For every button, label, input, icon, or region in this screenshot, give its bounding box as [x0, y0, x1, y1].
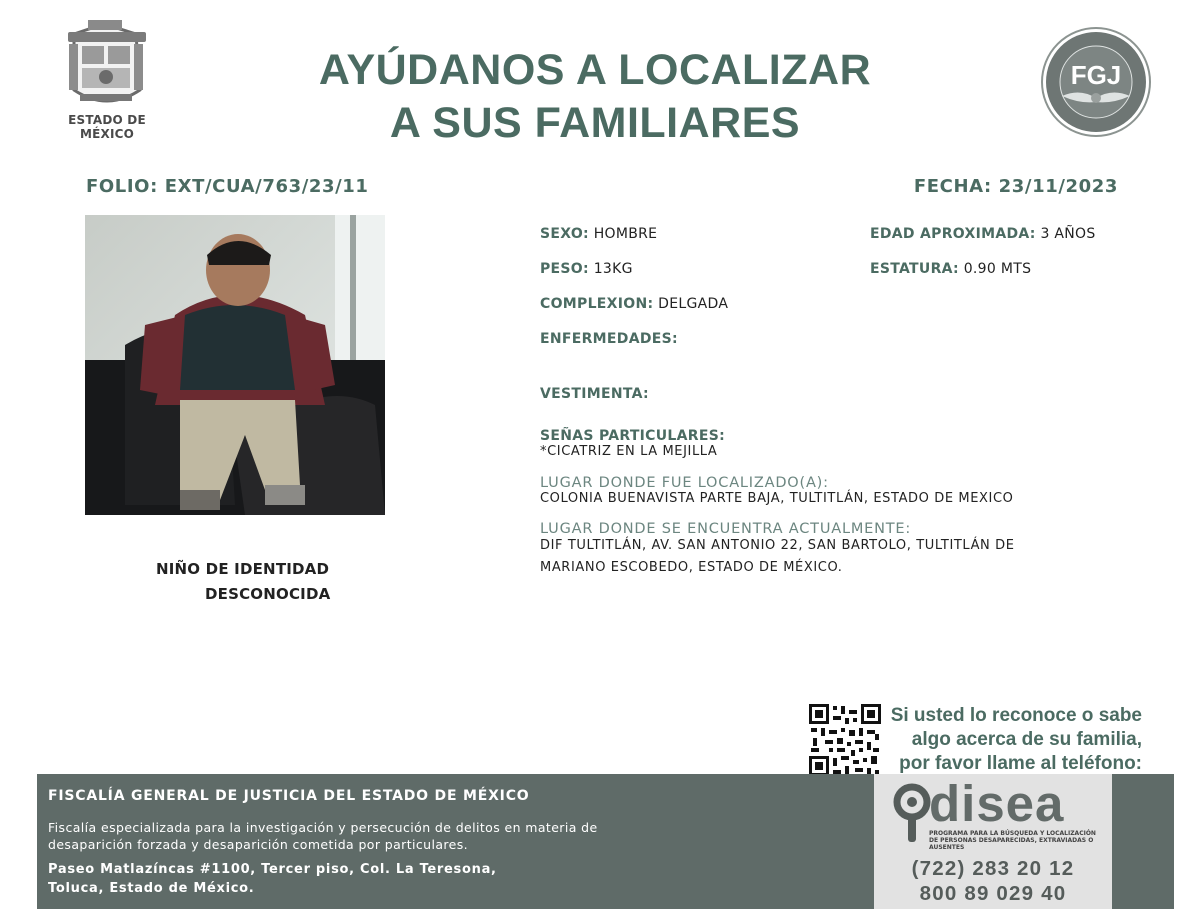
footer-address: [48, 860, 568, 898]
footer: [37, 774, 874, 909]
contact-message: [891, 704, 1142, 776]
lugar-localizado-value: COLONIA BUENAVISTA PARTE BAJA, TULTITLÁN, ESTADO DE MEXICO: [540, 491, 1014, 506]
field-peso-value: 13KG: [593, 261, 633, 277]
qr-code-icon: [809, 704, 881, 776]
field-estatura-label: ESTATURA:: [870, 261, 959, 277]
magnifier-o-icon: [892, 782, 932, 844]
folio: FOLIO: EXT/CUA/763/23/11: [86, 176, 369, 197]
field-sexo-value: HOMBRE: [593, 226, 658, 242]
field-estatura: [870, 261, 1031, 277]
footer-address-line-2: Toluca, Estado de México.: [48, 881, 255, 896]
field-complexion: [540, 296, 728, 312]
field-complexion-label: COMPLEXION:: [540, 296, 654, 312]
lugar-actual-label: LUGAR DONDE SE ENCUENTRA ACTUALMENTE:: [540, 521, 912, 537]
state-logo-label: ESTADO DE MÉXICO: [68, 113, 146, 141]
lugar-localizado-label: LUGAR DONDE FUE LOCALIZADO(A):: [540, 475, 829, 491]
field-sexo-label: SEXO:: [540, 226, 589, 242]
field-edad: [870, 226, 1096, 242]
title-line-2: A SUS FAMILIARES: [389, 99, 801, 147]
state-coat-of-arms-icon: [44, 20, 170, 112]
phone-2[interactable]: 800 89 029 40: [919, 882, 1067, 905]
field-vestimenta: [540, 386, 649, 402]
caption-line-2: DESCONOCIDA: [205, 585, 331, 603]
page-title: [250, 44, 940, 150]
fgj-seal-icon: [1040, 26, 1152, 138]
odisea-subtitle: PROGRAMA PARA LA BÚSQUEDA Y LOCALIZACIÓN DE PERSONAS DESAPARECIDAS, EXTRAVIADAS O AUSENTES: [929, 830, 1096, 851]
lugar-actual-line-2: MARIANO ESCOBEDO, ESTADO DE MÉXICO.: [540, 560, 843, 575]
odisea-word: disea: [929, 775, 1065, 832]
field-complexion-value: DELGADA: [658, 296, 729, 312]
field-enfermedades-label: ENFERMEDADES:: [540, 331, 678, 347]
field-edad-label: EDAD APROXIMADA:: [870, 226, 1036, 242]
contact-line-2: algo acerca de su familia,: [911, 729, 1142, 750]
contact-line-1: Si usted lo reconoce o sabe: [890, 705, 1142, 726]
field-sexo: [540, 226, 657, 242]
odisea-card: [874, 774, 1112, 909]
phone-1[interactable]: (722) 283 20 12: [911, 857, 1075, 880]
fgj-logo: [1040, 26, 1152, 138]
field-senas: [540, 428, 725, 444]
field-vestimenta-label: VESTIMENTA:: [540, 386, 649, 402]
field-peso: [540, 261, 633, 277]
caption-line-1: NIÑO DE IDENTIDAD: [156, 560, 330, 578]
field-edad-value: 3 AÑOS: [1040, 226, 1096, 242]
lugar-actual-line-1: DIF TULTITLÁN, AV. SAN ANTONIO 22, SAN BARTOLO, TULTITLÁN DE: [540, 538, 1015, 553]
fecha: FECHA: 23/11/2023: [913, 176, 1118, 197]
person-photo: [85, 215, 385, 515]
fgj-logo-text: FGJ: [1070, 60, 1122, 90]
field-senas-label: SEÑAS PARTICULARES:: [540, 428, 725, 444]
footer-address-line-1: Paseo Matlazíncas #1100, Tercer piso, Col. La Teresona,: [48, 862, 497, 877]
field-estatura-value: 0.90 MTS: [963, 261, 1032, 277]
footer-description: Fiscalía especializada para la investigación y persecución de delitos en materia de desaparición forzada y desaparición cometida por particulares.: [48, 820, 598, 852]
state-logo: [44, 20, 170, 141]
field-senas-value: *CICATRIZ EN LA MEJILLA: [540, 444, 718, 459]
odisea-block: [874, 774, 1174, 909]
footer-org: FISCALÍA GENERAL DE JUSTICIA DEL ESTADO DE MÉXICO: [48, 788, 530, 804]
title-line-1: AYÚDANOS A LOCALIZAR: [318, 46, 872, 94]
field-peso-label: PESO:: [540, 261, 589, 277]
contact-line-3: por favor llame al teléfono:: [899, 753, 1142, 774]
field-enfermedades: [540, 331, 678, 347]
